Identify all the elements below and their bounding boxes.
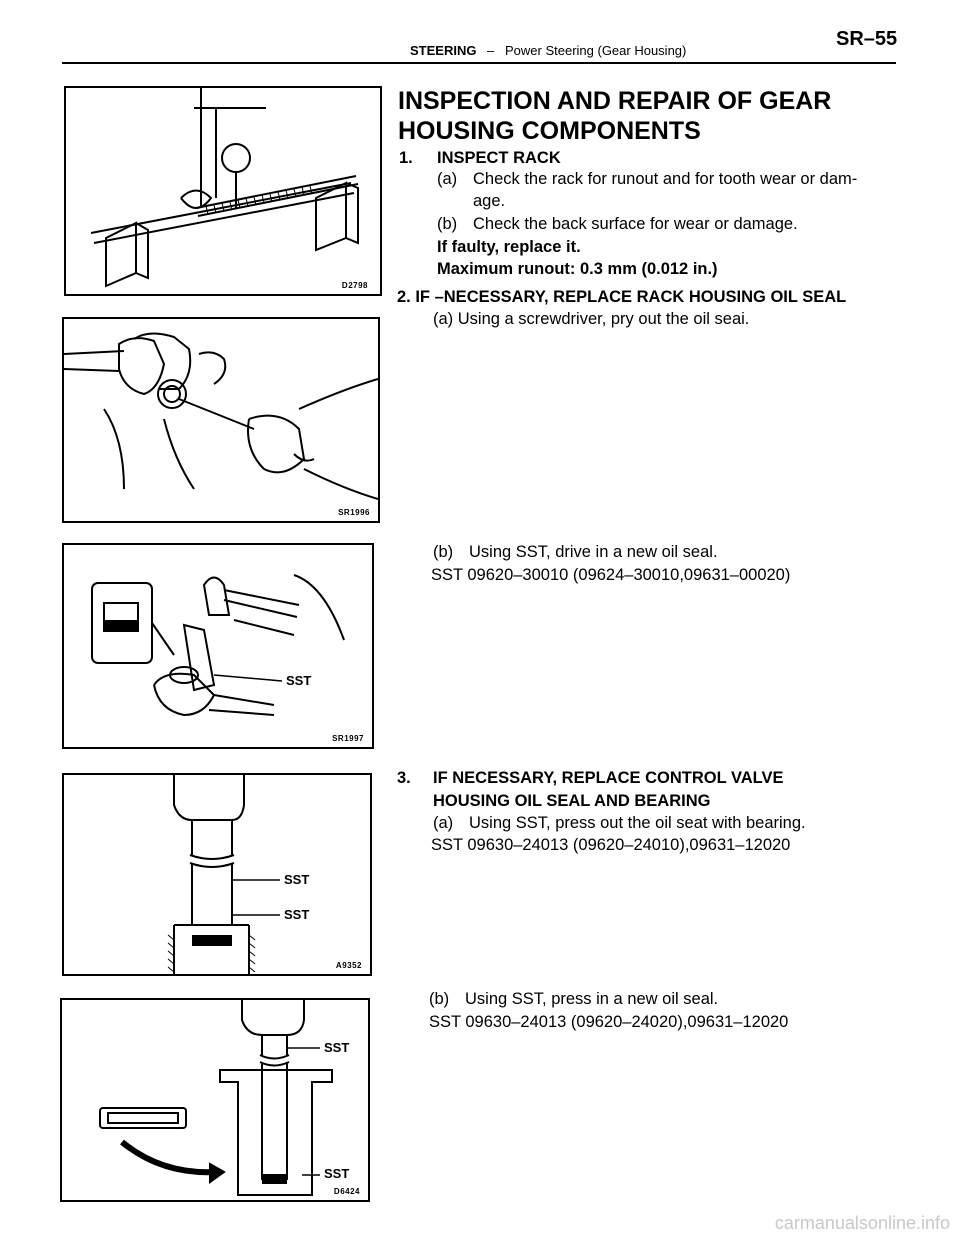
step2-b-label: (b) <box>433 543 454 561</box>
sst-label-lower: SST <box>284 907 310 922</box>
step1-a-line1: Check the rack for runout and for tooth wear or dam- <box>473 170 858 188</box>
header-dash: – <box>487 43 495 58</box>
step3-a-sst: SST 09630–24013 (09620–24010),09631–12020 <box>431 836 791 854</box>
title-line-1: INSPECTION AND REPAIR OF GEAR <box>398 87 832 115</box>
header-subtitle: Power Steering (Gear Housing) <box>505 43 687 58</box>
step3-number: 3. <box>397 769 411 787</box>
sst-label-lower: SST <box>324 1166 350 1181</box>
step2-heading: 2. IF –NECESSARY, REPLACE RACK HOUSING OIL SEAL <box>397 288 847 306</box>
sst-label-upper: SST <box>324 1040 350 1055</box>
rack-runout-illustration <box>66 88 380 294</box>
step3-a-label: (a) <box>433 814 454 832</box>
title-line-2: HOUSING COMPONENTS <box>398 117 701 145</box>
step1-runout: Maximum runout: 0.3 mm (0.012 in.) <box>437 260 718 278</box>
watermark: carmanualsonline.info <box>774 1213 950 1233</box>
pry-seal-illustration <box>64 319 378 521</box>
step1-number: 1. <box>399 149 413 167</box>
step1-a-label: (a) <box>437 170 458 188</box>
figure-press-out-seal <box>62 773 372 976</box>
header-section: STEERING <box>410 43 477 58</box>
step3-a-text: Using SST, press out the oil seat with bearing. <box>469 814 806 832</box>
press-out-illustration <box>64 775 370 974</box>
figure-rack-runout <box>64 86 382 296</box>
page-number: SR–55 <box>836 28 898 50</box>
figure-code: A9352 <box>335 961 362 970</box>
figure-press-in-seal <box>60 998 370 1202</box>
press-in-illustration <box>62 1000 368 1200</box>
page-title <box>398 86 831 146</box>
step1-b-label: (b) <box>437 215 458 233</box>
sst-label: SST <box>286 673 312 688</box>
step1-a-line2: age. <box>473 192 506 210</box>
step1-b-text: Check the back surface for wear or damage. <box>473 215 798 233</box>
drive-seal-illustration <box>64 545 372 747</box>
figure-code: D6424 <box>333 1187 360 1196</box>
header-rule <box>62 62 896 64</box>
step3-b-label: (b) <box>429 990 450 1008</box>
figure-pry-oil-seal <box>62 317 380 523</box>
step3-heading-line1: IF NECESSARY, REPLACE CONTROL VALVE <box>433 769 784 787</box>
step3-heading-line2: HOUSING OIL SEAL AND BEARING <box>433 792 711 810</box>
sst-label-upper: SST <box>284 872 310 887</box>
figure-code: SR1996 <box>338 508 370 517</box>
step1-heading: INSPECT RACK <box>437 149 561 167</box>
step2-b-text: Using SST, drive in a new oil seal. <box>469 543 718 561</box>
figure-drive-oil-seal <box>62 543 374 749</box>
step1-faulty: If faulty, replace it. <box>437 238 581 256</box>
step3-b-text: Using SST, press in a new oil seal. <box>465 990 719 1008</box>
figure-code: D2798 <box>341 281 368 290</box>
figure-code: SR1997 <box>332 734 364 743</box>
step2-b-sst: SST 09620–30010 (09624–30010,09631–00020) <box>431 566 791 584</box>
step3-b-sst: SST 09630–24013 (09620–24020),09631–12020 <box>429 1013 789 1031</box>
step2-a-text: (a) Using a screwdriver, pry out the oil seai. <box>433 310 750 328</box>
